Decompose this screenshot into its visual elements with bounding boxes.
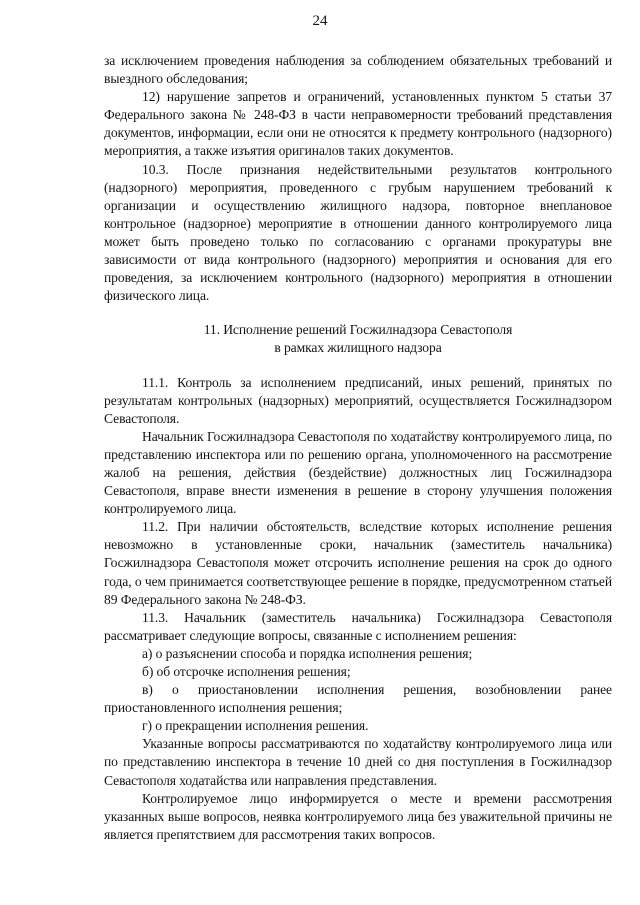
list-item-g: г) о прекращении исполнения решения. — [142, 718, 369, 734]
paragraph-item-12: 12) нарушение запретов и ограничений, установленных пунктом 5 статьи 37 Федерального закона № 248-ФЗ в части неправомерности требований представления документов, информации, если они не относятся к предмету контрольного (надзорного) мероприятия, а также изъятия оригиналов таких документов. — [104, 89, 612, 159]
list-item-a: а) о разъяснении способа и порядка исполнения решения; — [142, 645, 473, 661]
section-heading-line-2: в рамках жилищного надзора — [274, 340, 442, 356]
paragraph-chief-rights: Начальник Госжилнадзора Севастополя по ходатайству контролируемого лица, по представлению инспектора или по решению органа, уполномоченного на рассмотрение жалоб на решения, действия (бездействие) должностных лиц Госжилнадзора Севастополя, вправе внести изменения в решение в сторону улучшения положения контролируемого лица. — [104, 428, 612, 517]
section-heading-line-1: 11. Исполнение решений Госжилнадзора Севастополя — [203, 322, 513, 338]
list-item-b: б) об отсрочке исполнения решения; — [142, 664, 351, 679]
paragraph-continuation: за исключением проведения наблюдения за соблюдением обязательных требований и выездного обследования; — [104, 53, 612, 87]
paragraph-consideration: Указанные вопросы рассматриваются по ходатайству контролируемого лица или по представлению инспектора в течение 10 дней со дня поступления в Госжилнадзор Севастополя ходатайства или направления представления. — [104, 736, 612, 788]
paragraph-notification: Контролируемое лицо информируется о месте и времени рассмотрения указанных выше вопросов, неявка контролируемого лица без уважительной причины не является препятствием для рассмотрения таких вопросов. — [104, 790, 612, 842]
page-number: 24 — [312, 13, 328, 29]
document-body — [104, 52, 612, 844]
paragraph-11-2: 11.2. При наличии обстоятельств, вследствие которых исполнение решения невозможно в установленные сроки, начальник (заместитель начальника) Госжилнадзора Севастополя может отсрочить исполнение решения на срок до одного года, о чем принимается соответствующее решение в порядке, предусмотренном статьей 89 Федерального закона № 248-ФЗ. — [104, 519, 612, 607]
section-heading — [104, 321, 612, 357]
paragraph-11-1: 11.1. Контроль за исполнением предписаний, иных решений, принятых по результатам контрольных (надзорных) мероприятий, осуществляется Госжилнадзором Севастополя. — [104, 374, 612, 426]
paragraph-10-3: 10.3. После признания недействительными результатов контрольного (надзорного) мероприятия, проведенного с грубым нарушением требований к организации и осуществлению жилищного надзора, повторное внеплановое контрольное (надзорное) мероприятие в отношении данного контролируемого лица может быть проведено только по согласованию с органами прокуратуры вне зависимости от вида контрольного (надзорного) мероприятия и основания для его проведения, за исключением контрольного (надзорного) мероприятия в отношении физического лица. — [104, 161, 612, 304]
list-item-v: в) о приостановлении исполнения решения, возобновлении ранее приостановленного исполнения решения; — [104, 682, 612, 716]
paragraph-11-3: 11.3. Начальник (заместитель начальника) Госжилнадзора Севастополя рассматривает следующие вопросы, связанные с исполнением решения: — [104, 609, 612, 643]
